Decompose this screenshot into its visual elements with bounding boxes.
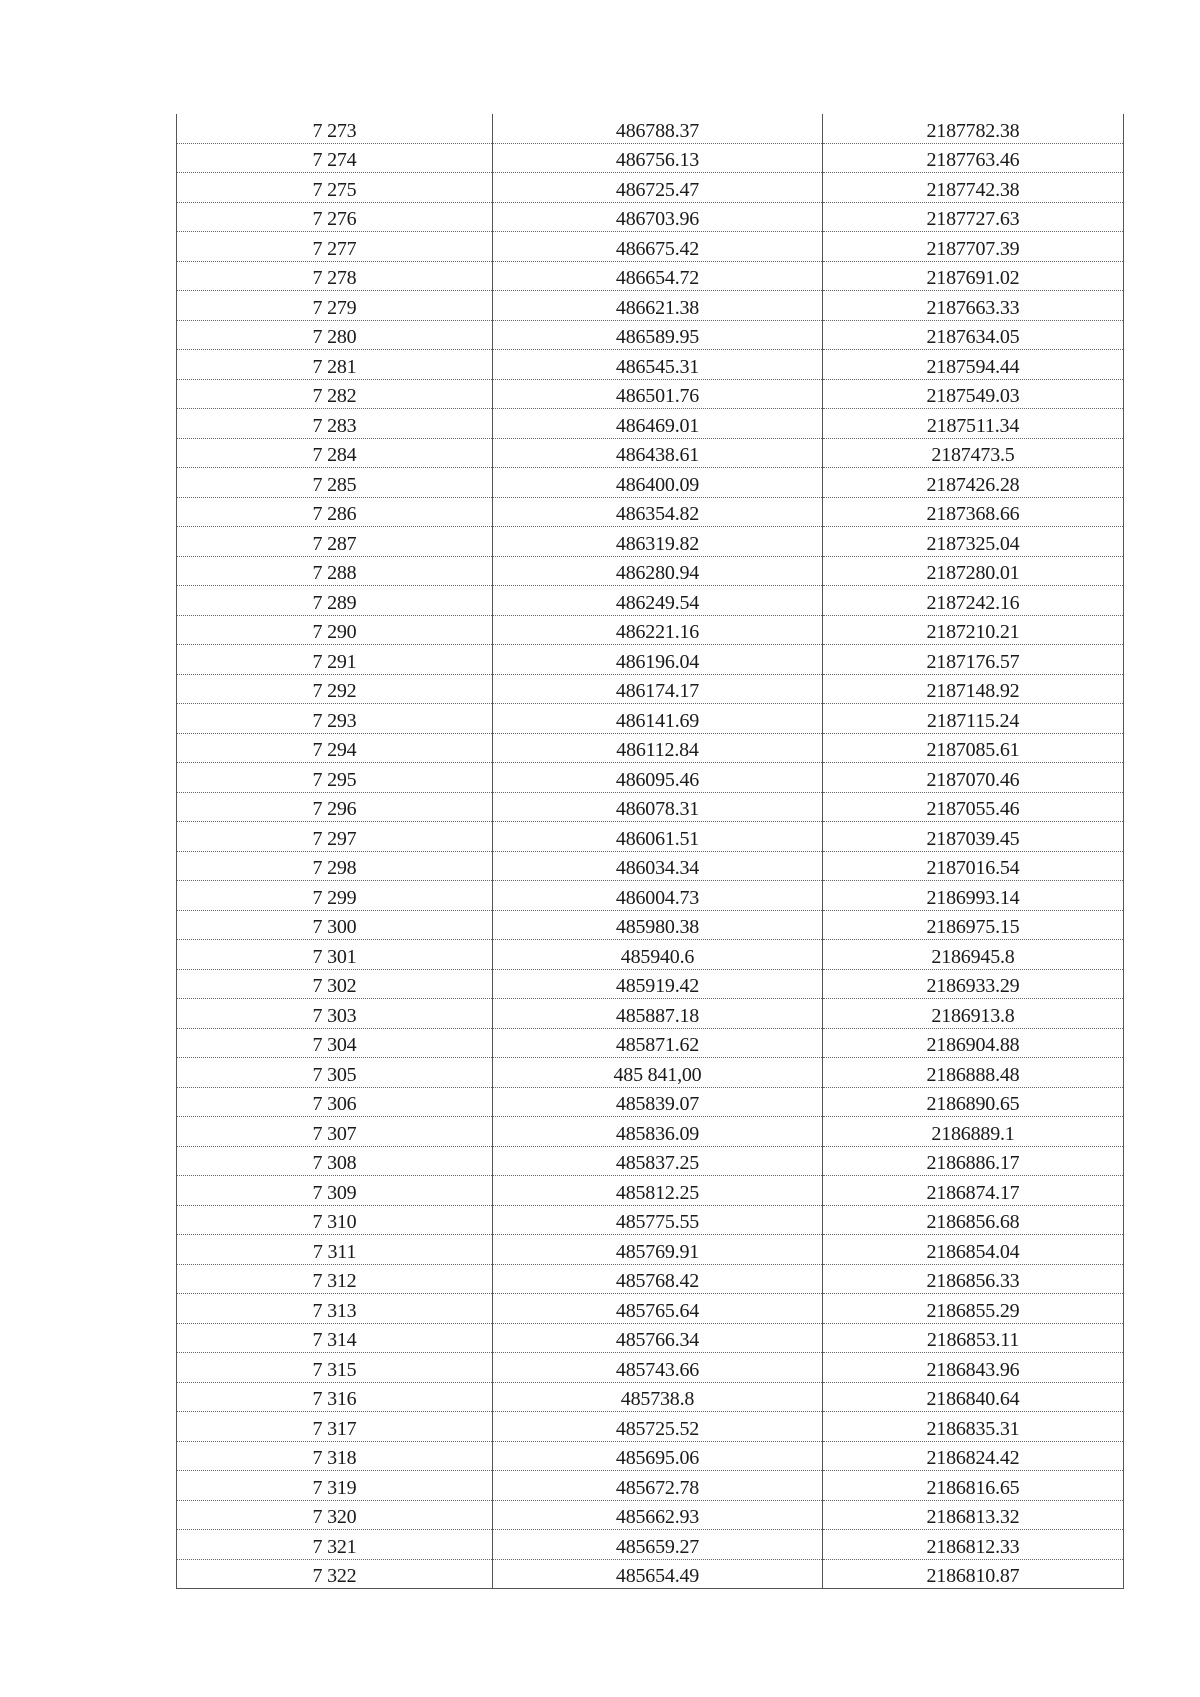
point-number-cell: 7 289 (177, 586, 493, 616)
x-coordinate-cell: 486703.96 (493, 202, 823, 232)
point-number-cell: 7 280 (177, 320, 493, 350)
point-number-cell: 7 318 (177, 1441, 493, 1471)
y-coordinate-cell: 2186993.14 (823, 881, 1124, 911)
point-number-cell: 7 298 (177, 851, 493, 881)
point-number-cell: 7 299 (177, 881, 493, 911)
x-coordinate-cell: 486675.42 (493, 232, 823, 262)
table-row (177, 1028, 1124, 1058)
y-coordinate-cell: 2187176.57 (823, 645, 1124, 675)
x-coordinate-cell: 486438.61 (493, 438, 823, 468)
y-coordinate-cell: 2187473.5 (823, 438, 1124, 468)
x-coordinate-cell: 485839.07 (493, 1087, 823, 1117)
point-number-cell: 7 306 (177, 1087, 493, 1117)
table-row (177, 527, 1124, 557)
y-coordinate-cell: 2186888.48 (823, 1058, 1124, 1088)
y-coordinate-cell: 2187426.28 (823, 468, 1124, 498)
x-coordinate-cell: 486354.82 (493, 497, 823, 527)
x-coordinate-cell: 486174.17 (493, 674, 823, 704)
table-row (177, 822, 1124, 852)
x-coordinate-cell: 485654.49 (493, 1559, 823, 1589)
x-coordinate-cell: 486249.54 (493, 586, 823, 616)
table-row (177, 1058, 1124, 1088)
table-row (177, 1500, 1124, 1530)
y-coordinate-cell: 2187039.45 (823, 822, 1124, 852)
table-row (177, 1087, 1124, 1117)
table-row (177, 733, 1124, 763)
point-number-cell: 7 297 (177, 822, 493, 852)
y-coordinate-cell: 2187148.92 (823, 674, 1124, 704)
y-coordinate-cell: 2187634.05 (823, 320, 1124, 350)
y-coordinate-cell: 2186813.32 (823, 1500, 1124, 1530)
point-number-cell: 7 321 (177, 1530, 493, 1560)
table-row (177, 851, 1124, 881)
x-coordinate-cell: 485775.55 (493, 1205, 823, 1235)
point-number-cell: 7 294 (177, 733, 493, 763)
y-coordinate-cell: 2186874.17 (823, 1176, 1124, 1206)
table-row (177, 556, 1124, 586)
x-coordinate-cell: 485662.93 (493, 1500, 823, 1530)
point-number-cell: 7 287 (177, 527, 493, 557)
table-row (177, 350, 1124, 380)
table-row (177, 999, 1124, 1029)
x-coordinate-cell: 486469.01 (493, 409, 823, 439)
y-coordinate-cell: 2186890.65 (823, 1087, 1124, 1117)
y-coordinate-cell: 2186843.96 (823, 1353, 1124, 1383)
y-coordinate-cell: 2186856.68 (823, 1205, 1124, 1235)
point-number-cell: 7 284 (177, 438, 493, 468)
point-number-cell: 7 302 (177, 969, 493, 999)
x-coordinate-cell: 486725.47 (493, 173, 823, 203)
x-coordinate-cell: 485766.34 (493, 1323, 823, 1353)
table-row (177, 645, 1124, 675)
point-number-cell: 7 296 (177, 792, 493, 822)
y-coordinate-cell: 2187368.66 (823, 497, 1124, 527)
coordinates-table-body (177, 114, 1124, 1589)
x-coordinate-cell: 485738.8 (493, 1382, 823, 1412)
table-row (177, 1353, 1124, 1383)
point-number-cell: 7 301 (177, 940, 493, 970)
table-row (177, 1471, 1124, 1501)
y-coordinate-cell: 2186913.8 (823, 999, 1124, 1029)
point-number-cell: 7 295 (177, 763, 493, 793)
point-number-cell: 7 305 (177, 1058, 493, 1088)
x-coordinate-cell: 486004.73 (493, 881, 823, 911)
point-number-cell: 7 312 (177, 1264, 493, 1294)
x-coordinate-cell: 486034.34 (493, 851, 823, 881)
y-coordinate-cell: 2187055.46 (823, 792, 1124, 822)
table-row (177, 792, 1124, 822)
y-coordinate-cell: 2186840.64 (823, 1382, 1124, 1412)
point-number-cell: 7 286 (177, 497, 493, 527)
y-coordinate-cell: 2186945.8 (823, 940, 1124, 970)
y-coordinate-cell: 2187511.34 (823, 409, 1124, 439)
point-number-cell: 7 282 (177, 379, 493, 409)
table-row (177, 291, 1124, 321)
table-row (177, 969, 1124, 999)
y-coordinate-cell: 2186854.04 (823, 1235, 1124, 1265)
point-number-cell: 7 278 (177, 261, 493, 291)
table-row (177, 704, 1124, 734)
point-number-cell: 7 304 (177, 1028, 493, 1058)
table-row (177, 1146, 1124, 1176)
point-number-cell: 7 311 (177, 1235, 493, 1265)
point-number-cell: 7 281 (177, 350, 493, 380)
point-number-cell: 7 313 (177, 1294, 493, 1324)
x-coordinate-cell: 485871.62 (493, 1028, 823, 1058)
table-row (177, 763, 1124, 793)
x-coordinate-cell: 486061.51 (493, 822, 823, 852)
y-coordinate-cell: 2187727.63 (823, 202, 1124, 232)
y-coordinate-cell: 2186810.87 (823, 1559, 1124, 1589)
point-number-cell: 7 274 (177, 143, 493, 173)
y-coordinate-cell: 2187707.39 (823, 232, 1124, 262)
y-coordinate-cell: 2187663.33 (823, 291, 1124, 321)
point-number-cell: 7 276 (177, 202, 493, 232)
x-coordinate-cell: 485980.38 (493, 910, 823, 940)
x-coordinate-cell: 485672.78 (493, 1471, 823, 1501)
x-coordinate-cell: 486196.04 (493, 645, 823, 675)
x-coordinate-cell: 485940.6 (493, 940, 823, 970)
x-coordinate-cell: 486112.84 (493, 733, 823, 763)
x-coordinate-cell: 486589.95 (493, 320, 823, 350)
x-coordinate-cell: 486141.69 (493, 704, 823, 734)
table-row (177, 674, 1124, 704)
y-coordinate-cell: 2186816.65 (823, 1471, 1124, 1501)
table-row (177, 379, 1124, 409)
x-coordinate-cell: 485769.91 (493, 1235, 823, 1265)
x-coordinate-cell: 486078.31 (493, 792, 823, 822)
point-number-cell: 7 314 (177, 1323, 493, 1353)
y-coordinate-cell: 2187242.16 (823, 586, 1124, 616)
point-number-cell: 7 322 (177, 1559, 493, 1589)
point-number-cell: 7 285 (177, 468, 493, 498)
y-coordinate-cell: 2186886.17 (823, 1146, 1124, 1176)
point-number-cell: 7 303 (177, 999, 493, 1029)
x-coordinate-cell: 485 841,00 (493, 1058, 823, 1088)
y-coordinate-cell: 2187085.61 (823, 733, 1124, 763)
y-coordinate-cell: 2187594.44 (823, 350, 1124, 380)
point-number-cell: 7 277 (177, 232, 493, 262)
y-coordinate-cell: 2186904.88 (823, 1028, 1124, 1058)
y-coordinate-cell: 2186933.29 (823, 969, 1124, 999)
table-row (177, 468, 1124, 498)
x-coordinate-cell: 486654.72 (493, 261, 823, 291)
y-coordinate-cell: 2186889.1 (823, 1117, 1124, 1147)
x-coordinate-cell: 486788.37 (493, 114, 823, 143)
x-coordinate-cell: 485695.06 (493, 1441, 823, 1471)
table-row (177, 1205, 1124, 1235)
y-coordinate-cell: 2186975.15 (823, 910, 1124, 940)
point-number-cell: 7 273 (177, 114, 493, 143)
y-coordinate-cell: 2186855.29 (823, 1294, 1124, 1324)
x-coordinate-cell: 485812.25 (493, 1176, 823, 1206)
x-coordinate-cell: 485743.66 (493, 1353, 823, 1383)
table-row (177, 497, 1124, 527)
table-row (177, 1176, 1124, 1206)
x-coordinate-cell: 486319.82 (493, 527, 823, 557)
x-coordinate-cell: 486280.94 (493, 556, 823, 586)
y-coordinate-cell: 2187210.21 (823, 615, 1124, 645)
table-row (177, 114, 1124, 143)
point-number-cell: 7 279 (177, 291, 493, 321)
point-number-cell: 7 308 (177, 1146, 493, 1176)
x-coordinate-cell: 486400.09 (493, 468, 823, 498)
y-coordinate-cell: 2187691.02 (823, 261, 1124, 291)
y-coordinate-cell: 2187549.03 (823, 379, 1124, 409)
point-number-cell: 7 300 (177, 910, 493, 940)
table-row (177, 1441, 1124, 1471)
table-row (177, 320, 1124, 350)
y-coordinate-cell: 2186812.33 (823, 1530, 1124, 1560)
x-coordinate-cell: 485836.09 (493, 1117, 823, 1147)
y-coordinate-cell: 2187325.04 (823, 527, 1124, 557)
table-row (177, 202, 1124, 232)
table-row (177, 1323, 1124, 1353)
coordinates-table (176, 114, 1124, 1589)
x-coordinate-cell: 486621.38 (493, 291, 823, 321)
table-row (177, 940, 1124, 970)
table-row (177, 438, 1124, 468)
point-number-cell: 7 288 (177, 556, 493, 586)
point-number-cell: 7 293 (177, 704, 493, 734)
point-number-cell: 7 309 (177, 1176, 493, 1206)
table-row (177, 143, 1124, 173)
table-row (177, 1530, 1124, 1560)
x-coordinate-cell: 485837.25 (493, 1146, 823, 1176)
x-coordinate-cell: 485887.18 (493, 999, 823, 1029)
y-coordinate-cell: 2187280.01 (823, 556, 1124, 586)
table-row (177, 910, 1124, 940)
point-number-cell: 7 320 (177, 1500, 493, 1530)
x-coordinate-cell: 485919.42 (493, 969, 823, 999)
y-coordinate-cell: 2186824.42 (823, 1441, 1124, 1471)
x-coordinate-cell: 485765.64 (493, 1294, 823, 1324)
table-row (177, 232, 1124, 262)
point-number-cell: 7 290 (177, 615, 493, 645)
table-row (177, 261, 1124, 291)
point-number-cell: 7 307 (177, 1117, 493, 1147)
point-number-cell: 7 275 (177, 173, 493, 203)
point-number-cell: 7 291 (177, 645, 493, 675)
point-number-cell: 7 292 (177, 674, 493, 704)
point-number-cell: 7 317 (177, 1412, 493, 1442)
y-coordinate-cell: 2187763.46 (823, 143, 1124, 173)
table-row (177, 881, 1124, 911)
x-coordinate-cell: 486545.31 (493, 350, 823, 380)
table-row (177, 1382, 1124, 1412)
x-coordinate-cell: 485659.27 (493, 1530, 823, 1560)
table-row (177, 615, 1124, 645)
y-coordinate-cell: 2187742.38 (823, 173, 1124, 203)
point-number-cell: 7 316 (177, 1382, 493, 1412)
table-row (177, 1264, 1124, 1294)
table-row (177, 586, 1124, 616)
x-coordinate-cell: 486501.76 (493, 379, 823, 409)
table-row (177, 1294, 1124, 1324)
point-number-cell: 7 319 (177, 1471, 493, 1501)
y-coordinate-cell: 2187070.46 (823, 763, 1124, 793)
table-row (177, 1412, 1124, 1442)
point-number-cell: 7 315 (177, 1353, 493, 1383)
table-row (177, 1117, 1124, 1147)
table-row (177, 1235, 1124, 1265)
table-row (177, 409, 1124, 439)
y-coordinate-cell: 2186853.11 (823, 1323, 1124, 1353)
x-coordinate-cell: 485725.52 (493, 1412, 823, 1442)
y-coordinate-cell: 2186835.31 (823, 1412, 1124, 1442)
y-coordinate-cell: 2187115.24 (823, 704, 1124, 734)
x-coordinate-cell: 486095.46 (493, 763, 823, 793)
y-coordinate-cell: 2187782.38 (823, 114, 1124, 143)
x-coordinate-cell: 486756.13 (493, 143, 823, 173)
x-coordinate-cell: 486221.16 (493, 615, 823, 645)
y-coordinate-cell: 2186856.33 (823, 1264, 1124, 1294)
point-number-cell: 7 310 (177, 1205, 493, 1235)
table-row (177, 1559, 1124, 1589)
x-coordinate-cell: 485768.42 (493, 1264, 823, 1294)
y-coordinate-cell: 2187016.54 (823, 851, 1124, 881)
point-number-cell: 7 283 (177, 409, 493, 439)
table-row (177, 173, 1124, 203)
